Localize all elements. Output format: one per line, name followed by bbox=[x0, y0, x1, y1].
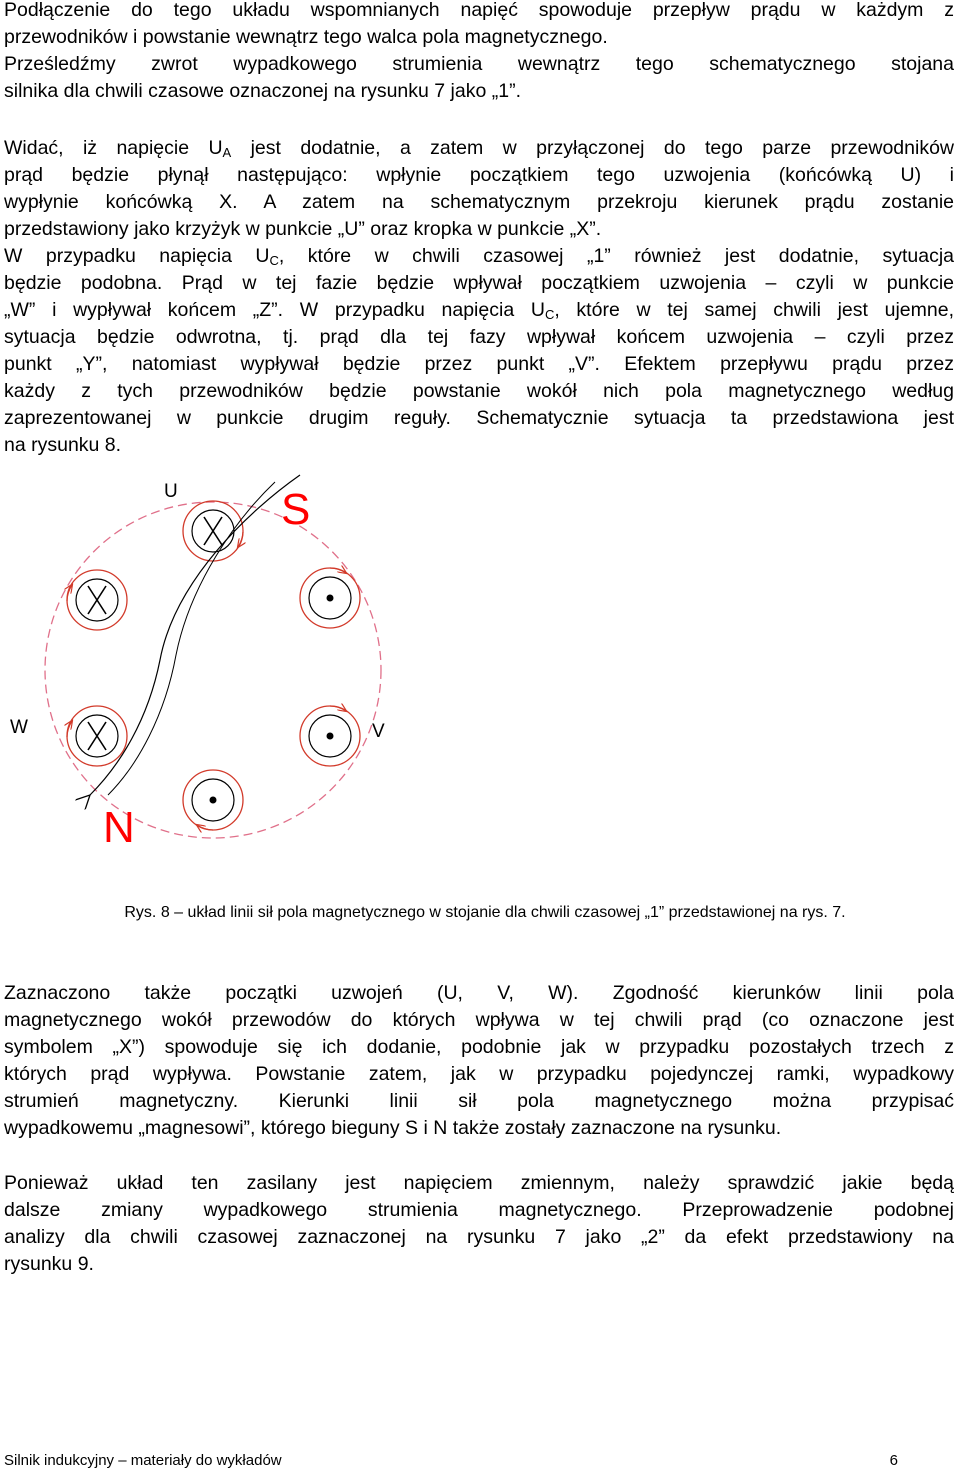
conductors bbox=[76, 510, 351, 821]
text-line: przewodników i powstanie wewnątrz tego walca pola magnetycznego. bbox=[4, 26, 608, 48]
stator-field-figure bbox=[0, 465, 960, 895]
text-line: magnetycznego wokół przewodów do których wpływa w tej chwili prąd (co oznaczone jest bbox=[4, 1009, 954, 1031]
text-line: będzie podobna. Prąd w tej fazie będzie wpływał początkiem uzwojenia – czyli w punkcie bbox=[4, 272, 954, 294]
paragraph-resultant-flux bbox=[4, 980, 954, 1142]
text-run: „W” i wypływał końcem „Z”. W przypadku napięcia U bbox=[4, 299, 545, 321]
dot-mark-right bbox=[327, 733, 334, 740]
text-line bbox=[4, 297, 954, 324]
field-arrow bbox=[330, 706, 346, 711]
text-line: Prześledźmy zwrot wypadkowego strumienia wewnątrz tego schematycznego stojana bbox=[4, 53, 954, 75]
text-line: strumień magnetyczny. Kierunki linii sił pola magnetycznego można przypisać bbox=[4, 1090, 954, 1112]
text-line: których prąd wypływa. Powstanie zatem, jak w przypadku pojedynczej ramki, wypadkowy bbox=[4, 1063, 954, 1085]
footer-title: Silnik indukcyjny – materiały do wykładów bbox=[4, 1452, 282, 1468]
text-line bbox=[4, 243, 954, 270]
label-u: U bbox=[164, 481, 178, 502]
text-line: rysunku 9. bbox=[4, 1253, 94, 1275]
text-line: każdy z tych przewodników będzie powstanie wokół nich pola magnetycznego według bbox=[4, 380, 954, 402]
text-line: Ponieważ układ ten zasilany jest napięciem zmiennym, należy sprawdzić jakie będą bbox=[4, 1172, 954, 1194]
page-footer bbox=[4, 1452, 954, 1468]
text-line: Podłączenie do tego układu wspomnianych napięć spowoduje przepływ prądu w każdym z bbox=[4, 0, 954, 21]
text-line: symbolem „X”) spowoduje się ich dodanie, podobnie jak w przypadku pozostałych trzech z bbox=[4, 1036, 954, 1058]
text-line: analizy dla chwili czasowej zaznaczonej na rysunku 7 jako „2” da efekt przedstawiony na bbox=[4, 1226, 954, 1248]
current-in-crosses bbox=[88, 517, 222, 750]
paragraph-next-instant bbox=[4, 1170, 954, 1278]
subscript: C bbox=[544, 307, 555, 322]
text-line: dalsze zmiany wypadkowego strumienia magnetycznego. Przeprowadzenie podobnej bbox=[4, 1199, 954, 1221]
paragraph-current-direction bbox=[4, 135, 954, 459]
field-arrow bbox=[330, 568, 346, 573]
dot-mark-upper-right bbox=[327, 595, 334, 602]
pole-s-label: S bbox=[281, 485, 311, 534]
text-line: sytuacja będzie odwrotna, tj. prąd dla tej fazy wpływał końcem uzwojenia – czyli przez bbox=[4, 326, 954, 348]
label-v: V bbox=[372, 721, 385, 742]
text-line: punkt „Y”, natomiast wypływał będzie przez punkt „V”. Efektem przepływu prądu przez bbox=[4, 353, 954, 375]
field-arrow bbox=[197, 825, 213, 830]
label-w: W bbox=[10, 717, 28, 738]
text-line: wypadkowemu „magnesowi”, którego bieguny S i N także zostały zaznaczone na rysunku. bbox=[4, 1117, 782, 1139]
text-line: przedstawiony jako krzyżyk w punkcie „U” oraz kropka w punkcie „X”. bbox=[4, 218, 602, 240]
text-line: silnika dla chwili czasowe oznaczonej na rysunku 7 jako „1”. bbox=[4, 80, 521, 102]
text-line: Zaznaczono także początki uzwojeń (U, V, W). Zgodność kierunków linii pola bbox=[4, 982, 954, 1004]
text-run: jest dodatnie, a zatem w przyłączonej do tego parze przewodników bbox=[231, 137, 954, 159]
text-line bbox=[4, 135, 954, 162]
field-arrow bbox=[238, 532, 243, 547]
text-line: zaprezentowanej w punkcie drugim reguły. Schematycznie sytuacja ta przedstawiona jest bbox=[4, 407, 954, 429]
text-run: , które w tej samej chwili jest ujemne, bbox=[554, 299, 954, 321]
current-out-dots bbox=[210, 595, 334, 804]
text-line: prąd będzie płynął następująco: wpłynie początkiem tego uzwojenia (końcówką U) i bbox=[4, 164, 954, 186]
subscript: A bbox=[222, 145, 232, 160]
subscript: C bbox=[269, 253, 279, 268]
page-number: 6 bbox=[889, 1452, 898, 1468]
text-line: wypłynie końcówką X. A zatem na schematycznym przekroju kierunek prądu zostanie bbox=[4, 191, 954, 213]
text-run: , które w chwili czasowej „1” również jest dodatnie, sytuacja bbox=[278, 245, 954, 267]
figure-caption: Rys. 8 – układ linii sił pola magnetycznego w stojanie dla chwili czasowej „1” przedstawionej na rys. 7. bbox=[124, 904, 846, 921]
paragraph-intro bbox=[4, 0, 954, 105]
text-line: na rysunku 8. bbox=[4, 434, 122, 456]
text-run: Widać, iż napięcie U bbox=[4, 137, 223, 159]
stator-diagram bbox=[0, 465, 960, 895]
pole-n-label: N bbox=[103, 803, 135, 852]
text-run: W przypadku napięcia U bbox=[4, 245, 270, 267]
dot-mark-bottom bbox=[210, 797, 217, 804]
